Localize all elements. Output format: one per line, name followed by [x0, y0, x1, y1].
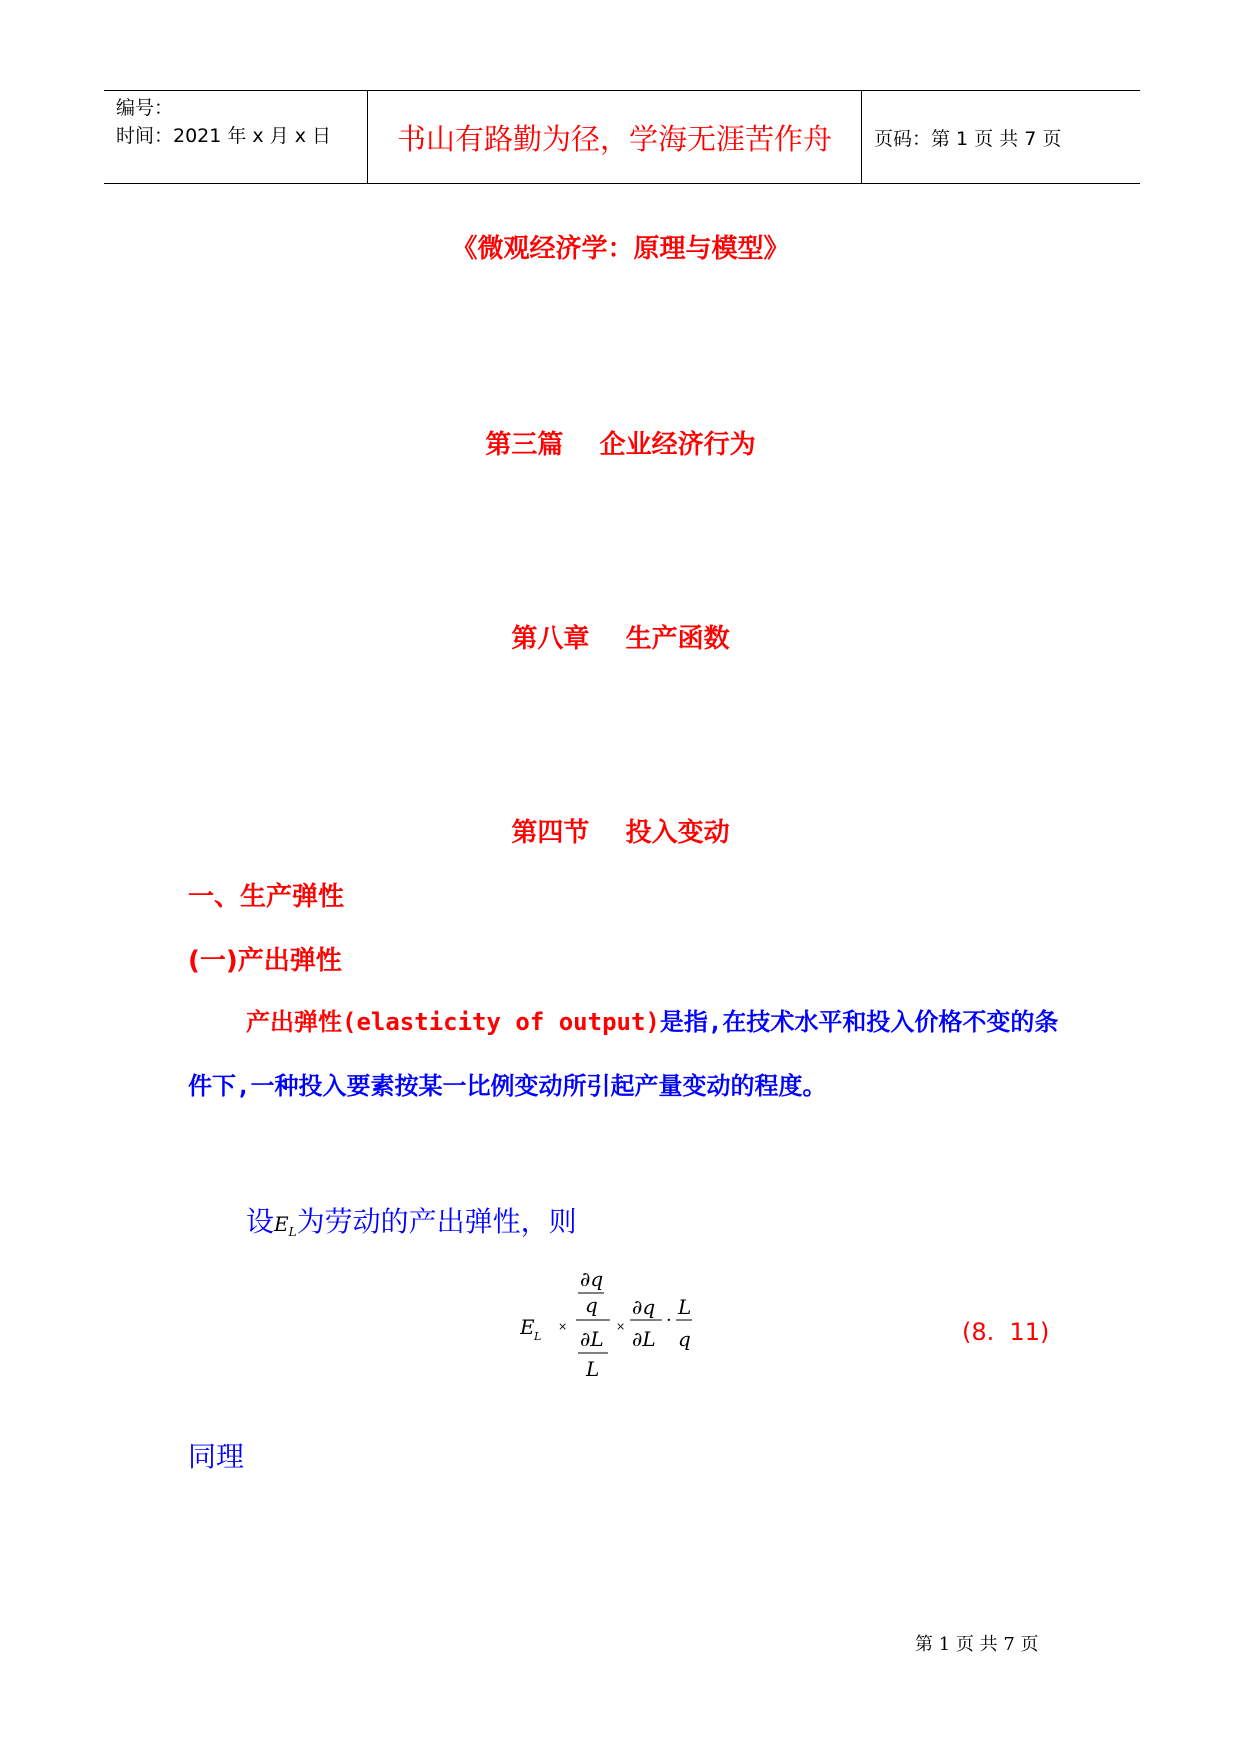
el-symbol-letter: E — [274, 1212, 289, 1236]
set-line — [246, 1200, 577, 1240]
formula-num-bottom: q — [585, 1293, 598, 1317]
formula-right-num: L — [678, 1295, 692, 1319]
formula-num-top: ∂q — [580, 1267, 604, 1291]
elasticity-formula — [520, 1262, 720, 1412]
serial-label: 编号： — [116, 97, 174, 119]
set-prefix: 设 — [246, 1205, 275, 1238]
formula-lhs-sub: L — [534, 1330, 542, 1343]
chapter-title: 第八章 生产函数 — [511, 624, 730, 654]
header-motto-cell — [368, 91, 862, 183]
motto: 书山有路勤为径，学海无涯苦作舟 — [396, 121, 832, 156]
definition-term: 产出弹性(elasticity of output) — [246, 1008, 660, 1036]
definition-body: 是指,在技术水平和投入价格不变的条件下,一种投入要素按某一比例变动所引起产量变动的程度。 — [188, 1008, 1059, 1100]
date-label: 时间：2021 年 x 月 x 日 — [116, 125, 332, 147]
formula-den-bottom: L — [586, 1357, 600, 1381]
formula-eq1: × — [558, 1320, 568, 1333]
heading-level-2: (一)产出弹性 — [188, 946, 342, 976]
set-suffix: 为劳动的产出弹性，则 — [296, 1205, 577, 1238]
definition-paragraph — [188, 990, 1068, 1118]
heading-level-1: 一、生产弹性 — [188, 882, 345, 912]
book-title: 《微观经济学：原理与模型》 — [451, 234, 790, 264]
formula-lhs: E — [520, 1315, 535, 1339]
el-symbol-sub: L — [288, 1225, 297, 1239]
section-title: 第四节 投入变动 — [511, 818, 730, 848]
header-table — [104, 90, 1140, 184]
page-footer: 第 1 页 共 7 页 — [915, 1634, 1039, 1655]
page-code: 页码：第 1 页 共 7 页 — [874, 127, 1062, 150]
formula-mid-den: ∂L — [632, 1327, 656, 1351]
formula-dot: · — [666, 1310, 672, 1331]
part-title: 第三篇 企业经济行为 — [485, 430, 756, 460]
el-symbol — [274, 1212, 297, 1239]
formula-right-den: q — [678, 1327, 691, 1351]
formula-eq2: × — [616, 1320, 626, 1333]
header-right-cell — [862, 91, 1140, 183]
header-left-cell — [104, 91, 368, 183]
tongli-text: 同理 — [188, 1440, 245, 1473]
equation-number: (8. 11) — [962, 1318, 1050, 1346]
formula-den-top: ∂L — [580, 1327, 604, 1351]
formula-mid-num: ∂q — [632, 1295, 656, 1319]
